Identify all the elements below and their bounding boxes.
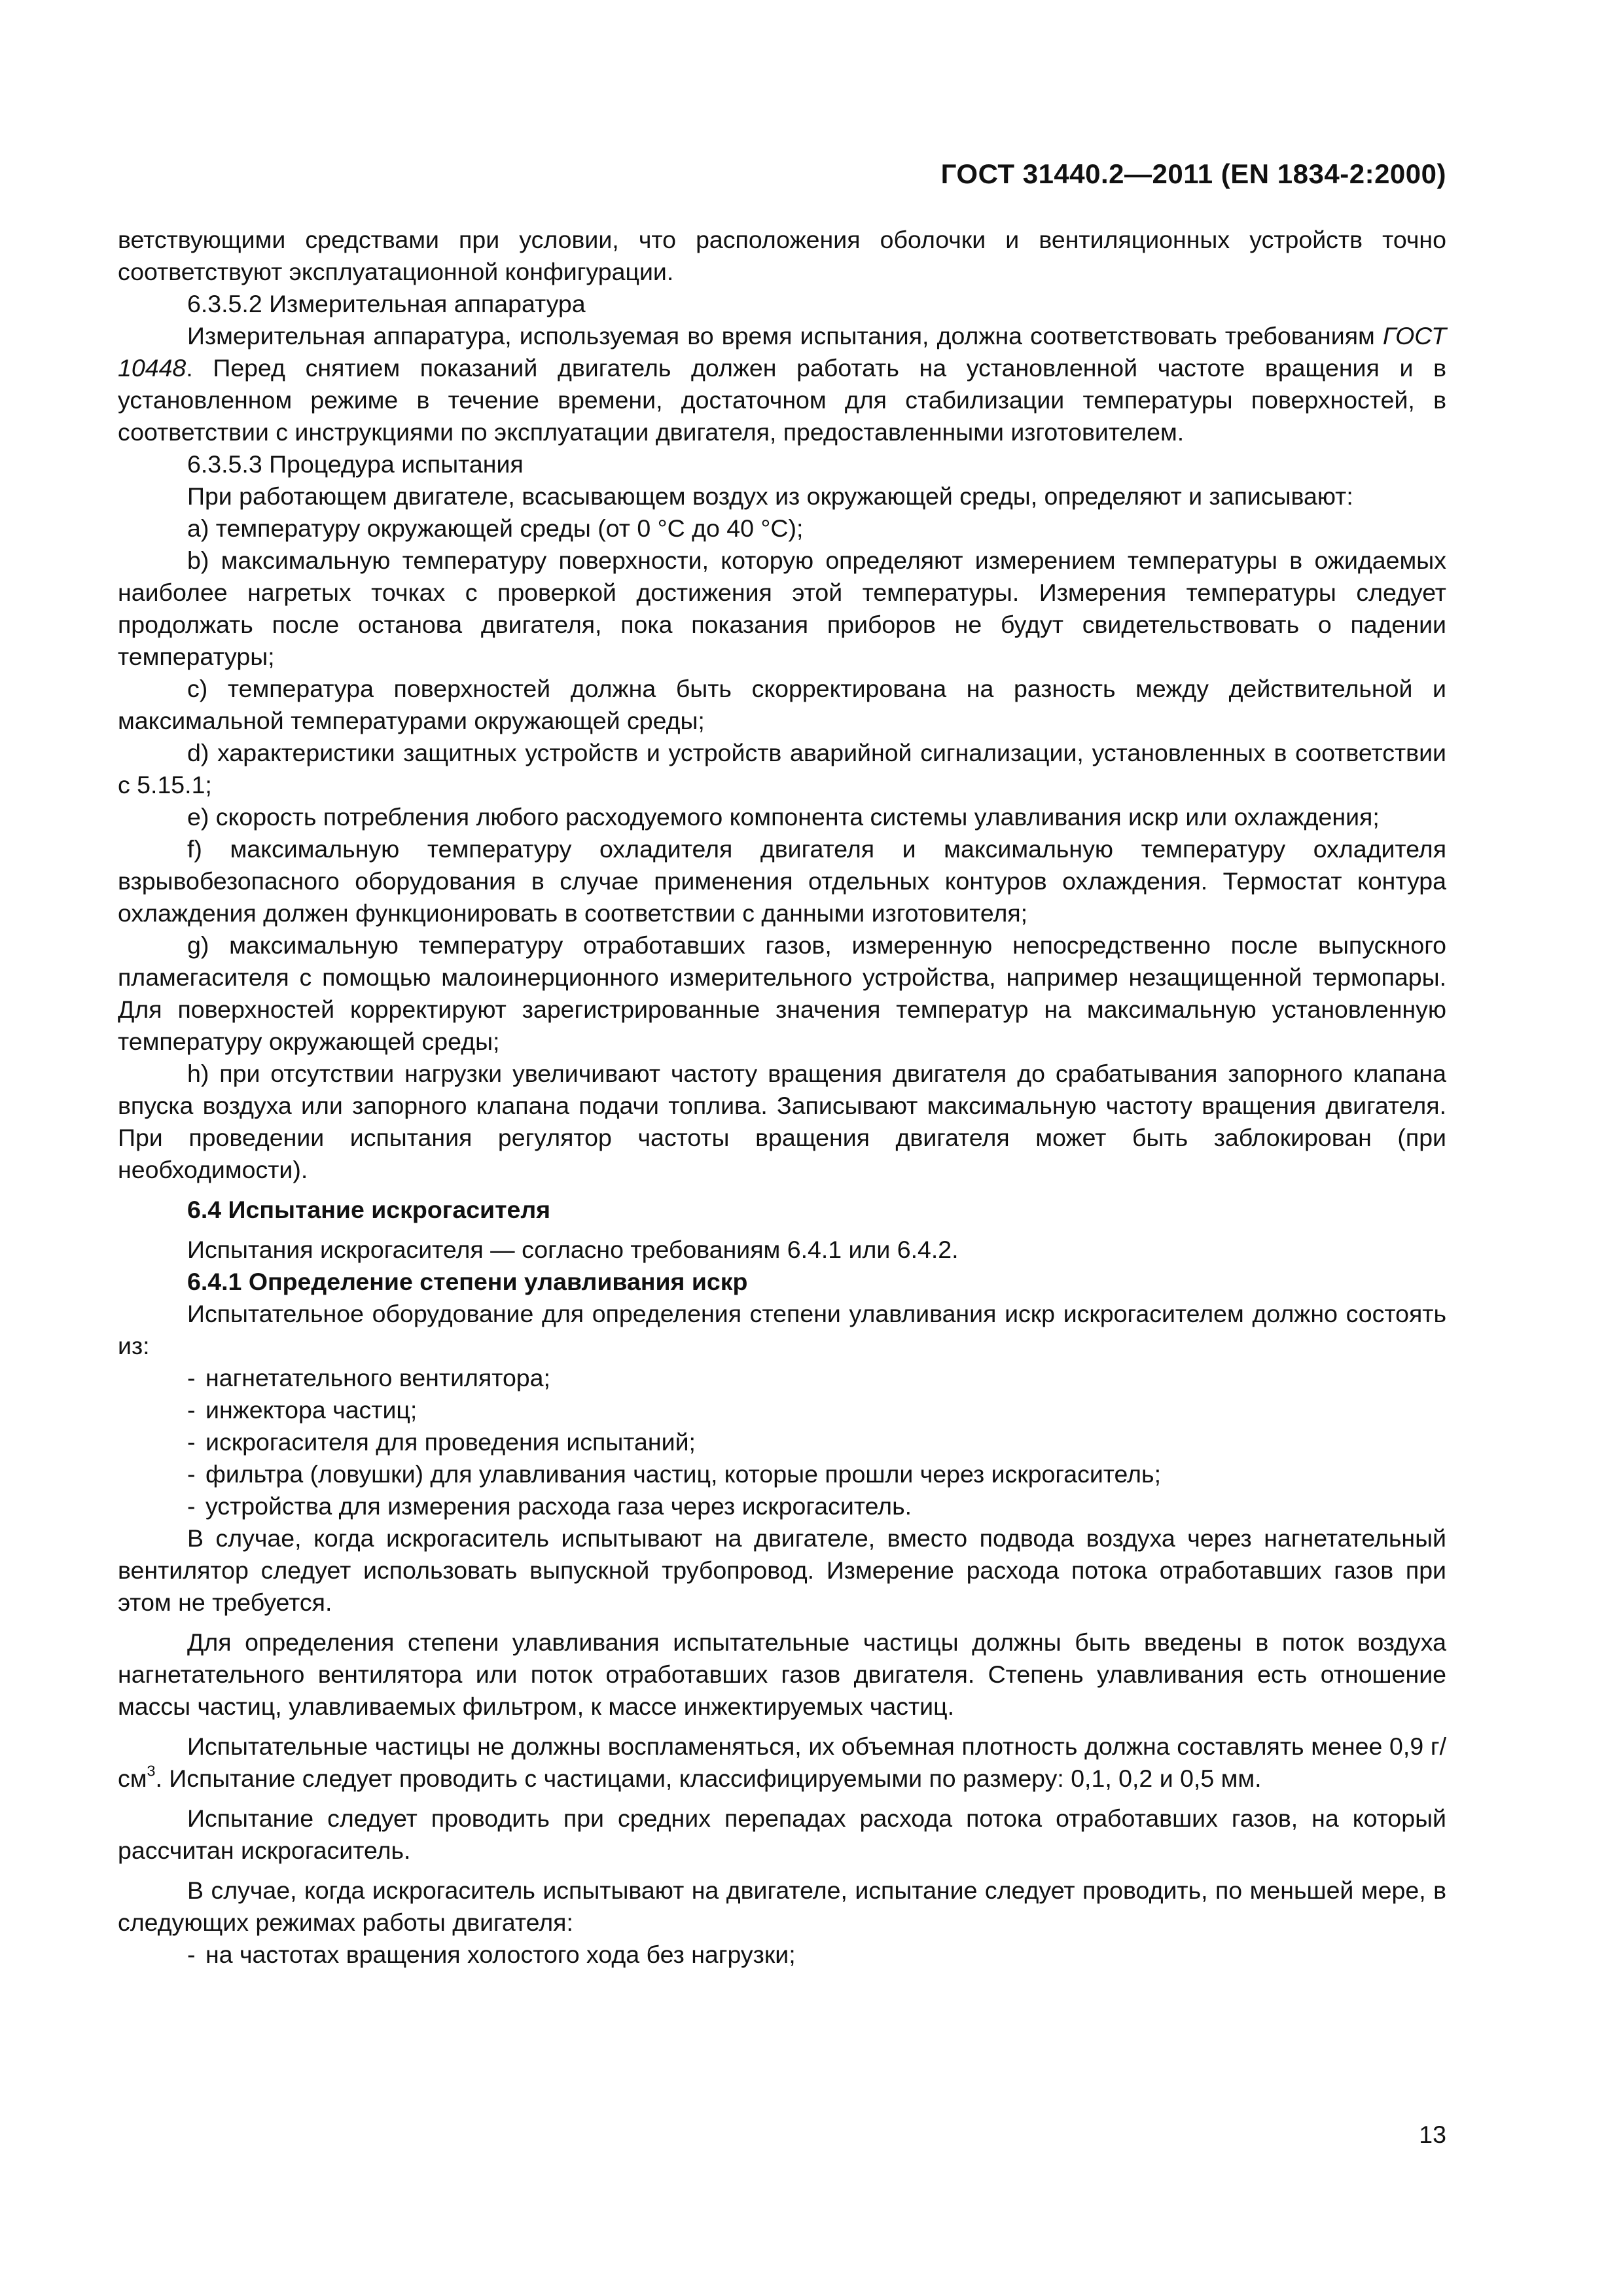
paragraph: [118, 1522, 1446, 1619]
paragraph: [118, 320, 1446, 448]
paragraph-text: Испытание следует проводить при средних перепадах расхода потока отработавших газов, на который рассчитан искрогаситель.: [118, 1804, 1446, 1864]
paragraph-text: 6.3.5.2 Измерительная аппаратура: [187, 290, 586, 317]
paragraph: [118, 929, 1446, 1058]
list-item: [187, 1362, 1446, 1394]
paragraph-text: В случае, когда искрогаситель испытывают на двигателе, испытание следует проводить, по меньшей мере, в следующих режимах работы двигателя:: [118, 1876, 1446, 1936]
paragraph-text: на частотах вращения холостого хода без нагрузки;: [205, 1941, 796, 1968]
paragraph: [118, 448, 1446, 480]
paragraph: [118, 1731, 1446, 1795]
paragraph-text: Измерительная аппаратура, используемая во время испытания, должна соответствовать требованиям: [187, 322, 1383, 350]
list-dash: -: [187, 1364, 196, 1391]
paragraph: [118, 1058, 1446, 1186]
paragraph-text: Испытательные частицы не должны воспламеняться, их объемная плотность должна составлять менее 0,9 г/см: [118, 1732, 1446, 1792]
paragraph-text: f) максимальную температуру охладителя двигателя и максимальную температуру охладителя взрывобезопасного оборудования в случае применения отдельных контуров охлаждения. Термостат контура охлаждения должен функционировать в соответствии с данными изготовителя;: [118, 835, 1446, 927]
section-heading: [118, 1266, 1446, 1298]
document-body: [118, 224, 1446, 1971]
page-number: 13: [1419, 2121, 1446, 2148]
paragraph-text: e) скорость потребления любого расходуемого компонента системы улавливания искр или охлаждения;: [187, 803, 1380, 831]
list-dash: -: [187, 1428, 196, 1456]
paragraph-text: 6.3.5.3 Процедура испытания: [187, 450, 524, 478]
paragraph-text: g) максимальную температуру отработавших газов, измеренную непосредственно после выпускного пламегасителя с помощью малоинерционного измерительного устройства, например незащищенной термопары. Для поверхностей корректируют зарегистрированные значения температур на максимальную установленную температуру окружающей среды;: [118, 931, 1446, 1055]
paragraph-text-continued: . Испытание следует проводить с частицами, классифицируемыми по размеру: 0,1, 0,2 и 0,5 мм.: [155, 1765, 1262, 1792]
list-item: [187, 1426, 1446, 1458]
paragraph-text: c) температура поверхностей должна быть скорректирована на разность между действительной и максимальной температурами окружающей среды;: [118, 675, 1446, 734]
paragraph-text: В случае, когда искрогаситель испытывают на двигателе, вместо подвода воздуха через нагнетательный вентилятор следует использовать выпускной трубопровод. Измерение расхода потока отработавших газов при этом не требуется.: [118, 1524, 1446, 1616]
document-header: ГОСТ 31440.2—2011 (EN 1834-2:2000): [940, 158, 1446, 189]
paragraph: [118, 288, 1446, 320]
paragraph: [118, 1626, 1446, 1723]
standard-reference: ГОСТ 10448: [118, 322, 1446, 382]
paragraph: [118, 833, 1446, 929]
list-dash: -: [187, 1492, 196, 1520]
paragraph-text: При работающем двигателе, всасывающем воздух из окружающей среды, определяют и записывают:: [187, 482, 1353, 510]
section-heading: [118, 1194, 1446, 1226]
paragraph-text: Испытательное оборудование для определения степени улавливания искр искрогасителем должно состоять из:: [118, 1300, 1446, 1359]
paragraph: [118, 1874, 1446, 1939]
paragraph: [118, 480, 1446, 512]
list-dash: -: [187, 1941, 196, 1968]
list-dash: -: [187, 1396, 196, 1424]
paragraph: [118, 737, 1446, 801]
list-item: [187, 1458, 1446, 1490]
list-item: [187, 1939, 1446, 1971]
paragraph: [118, 673, 1446, 737]
paragraph-text: инжектора частиц;: [205, 1396, 418, 1424]
paragraph: [118, 1298, 1446, 1362]
paragraph: [118, 1234, 1446, 1266]
paragraph-text-continued: . Перед снятием показаний двигатель должен работать на установленной частоте вращения и в установленном режиме в течение времени, достаточном для стабилизации температуры поверхностей, в соответствии с инструкциями по эксплуатации двигателя, предоставленными изготовителем.: [118, 354, 1446, 446]
paragraph-text: b) максимальную температуру поверхности, которую определяют измерением температуры в ожидаемых наиболее нагретых точках с проверкой достижения этой температуры. Измерения температуры следует продолжать после останова двигателя, пока показания приборов не будут свидетельствовать о падении температуры;: [118, 547, 1446, 670]
paragraph-text: Для определения степени улавливания испытательные частицы должны быть введены в поток воздуха нагнетательного вентилятора или поток отработавших газов двигателя. Степень улавливания есть отношение массы частиц, улавливаемых фильтром, к массе инжектируемых частиц.: [118, 1628, 1446, 1720]
paragraph-text: ветствующими средствами при условии, что расположения оболочки и вентиляционных устройств точно соответствуют эксплуатационной конфигурации.: [118, 226, 1446, 285]
paragraph-text: a) температуру окружающей среды (от 0 °С до 40 °С);: [187, 514, 804, 542]
paragraph-text: Испытания искрогасителя — согласно требованиям 6.4.1 или 6.4.2.: [187, 1236, 959, 1263]
paragraph: [118, 545, 1446, 673]
paragraph: [118, 512, 1446, 545]
paragraph-text: нагнетательного вентилятора;: [205, 1364, 550, 1391]
paragraph-text: устройства для измерения расхода газа через искрогаситель.: [205, 1492, 912, 1520]
paragraph: [118, 1803, 1446, 1867]
list-item: [187, 1394, 1446, 1426]
list-item: [187, 1490, 1446, 1522]
paragraph-text: 6.4 Испытание искрогасителя: [187, 1196, 551, 1223]
paragraph-text: искрогасителя для проведения испытаний;: [205, 1428, 696, 1456]
paragraph-text: 6.4.1 Определение степени улавливания искр: [187, 1268, 748, 1295]
superscript: 3: [147, 1762, 156, 1780]
paragraph-text: фильтра (ловушки) для улавливания частиц, которые прошли через искрогаситель;: [205, 1460, 1162, 1488]
list-dash: -: [187, 1460, 196, 1488]
paragraph: [118, 801, 1446, 833]
paragraph-text: d) характеристики защитных устройств и устройств аварийной сигнализации, установленных в соответствии с 5.15.1;: [118, 739, 1446, 798]
paragraph-text: h) при отсутствии нагрузки увеличивают частоту вращения двигателя до срабатывания запорного клапана впуска воздуха или запорного клапана подачи топлива. Записывают максимальную частоту вращения двигателя. При проведении испытания регулятор частоты вращения двигателя может быть заблокирован (при необходимости).: [118, 1060, 1446, 1183]
paragraph: [118, 224, 1446, 288]
